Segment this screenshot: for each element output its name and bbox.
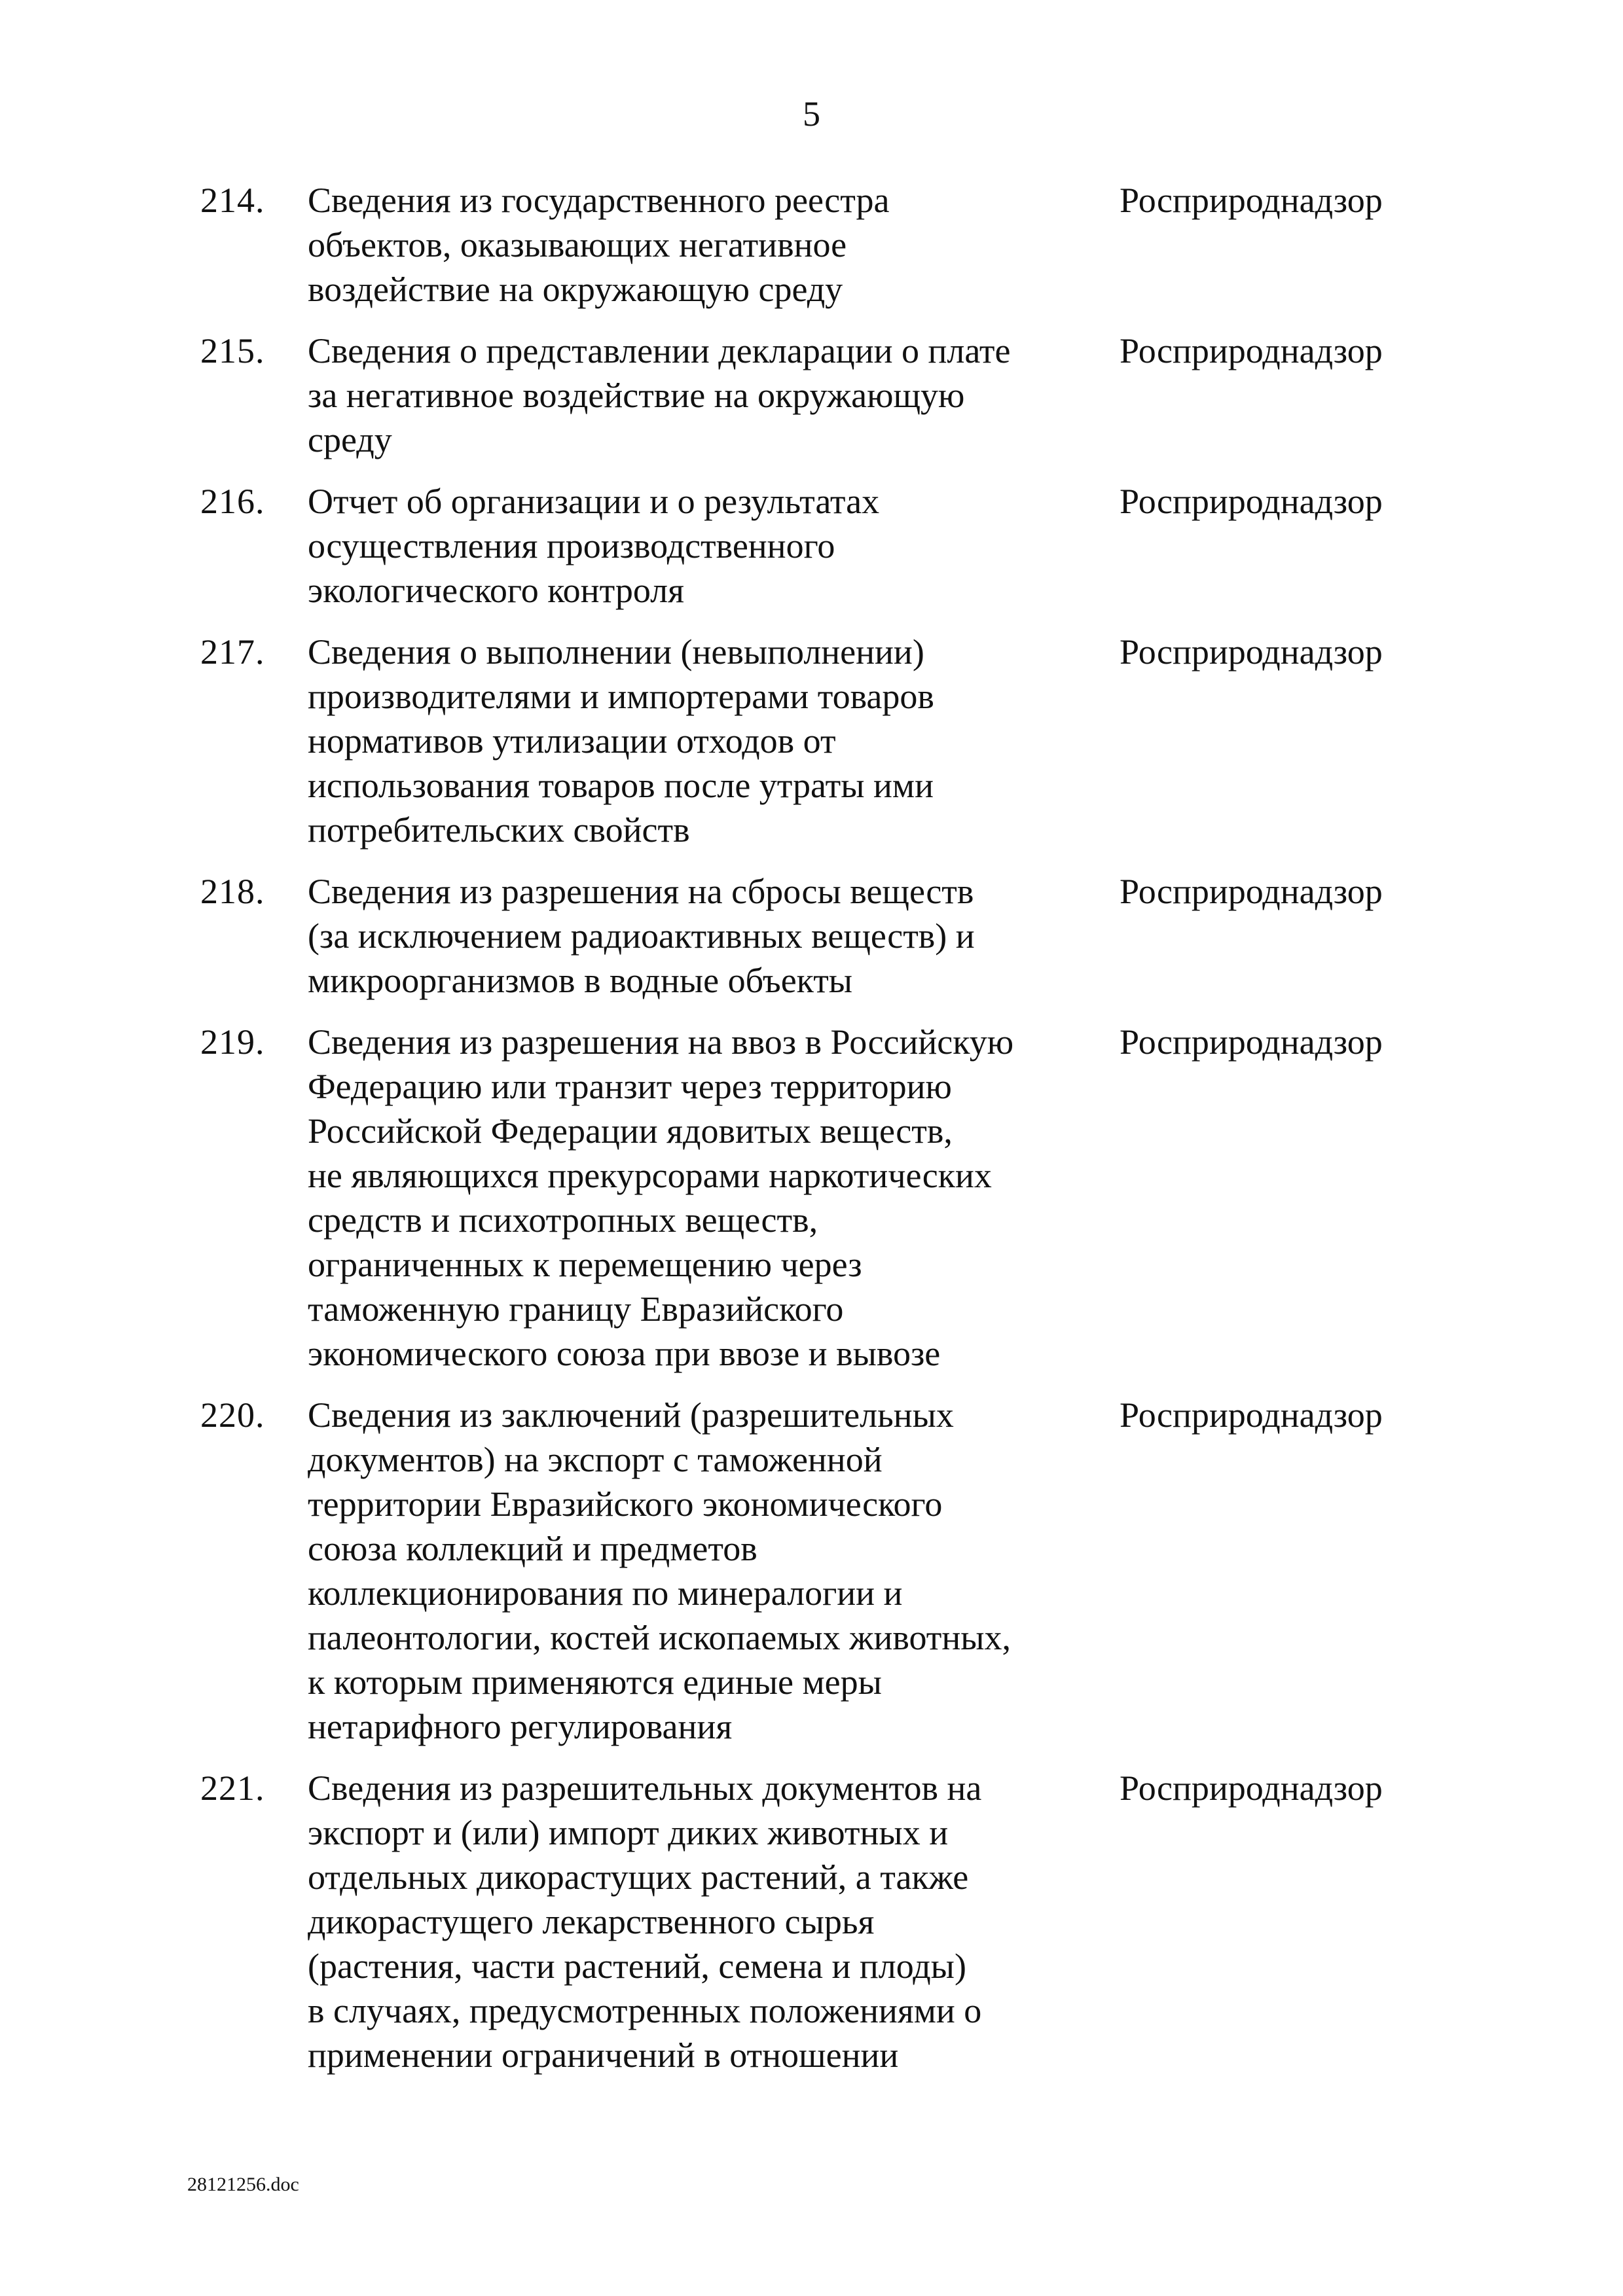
list-item [0,1393,1623,1749]
item-description: Сведения из заключений (разрешительных документов) на экспорт с таможенной территории Евразийского экономического союза коллекций и предметов коллекционирования по минералогии и палеонтологии, костей ископаемых животных, к которым применяются единые меры нетарифного регулирования [308,1395,1012,1746]
item-agency: Росприроднадзор [1120,632,1383,672]
item-agency: Росприроднадзор [1120,1395,1383,1435]
item-number: 218. [200,872,265,911]
page-number: 5 [803,94,820,134]
list-item [0,1766,1623,2077]
item-agency: Росприроднадзор [1120,1022,1383,1062]
item-number: 220. [200,1395,265,1435]
list-item [0,630,1623,852]
item-agency: Росприроднадзор [1120,872,1383,911]
item-description: Сведения из разрешения на ввоз в Российскую Федерацию или транзит через территорию Российской Федерации ядовитых веществ, не являющихся прекурсорами наркотических средств и психотропных веществ, ограниченных к перемещению через таможенную границу Евразийского экономического союза при ввозе и вывозе [308,1022,1014,1373]
item-agency: Росприроднадзор [1120,482,1383,521]
item-number: 217. [200,632,265,672]
item-agency: Росприроднадзор [1120,331,1383,370]
item-list [0,178,1623,2094]
item-number: 214. [200,181,265,220]
list-item [0,1020,1623,1376]
item-number: 216. [200,482,265,521]
item-description: Сведения из разрешения на сбросы веществ (за исключением радиоактивных веществ) и микроорганизмов в водные объекты [308,872,975,1000]
item-description: Отчет об организации и о результатах осуществления производственного экологического контроля [308,482,880,610]
item-agency: Росприроднадзор [1120,1768,1383,1808]
list-item [0,178,1623,312]
document-file-reference: 28121256.doc [187,2174,299,2195]
item-description: Сведения о представлении декларации о плате за негативное воздействие на окружающую среду [308,331,1011,459]
item-number: 219. [200,1022,265,1062]
list-item [0,479,1623,613]
item-description: Сведения из государственного реестра объектов, оказывающих негативное воздействие на окружающую среду [308,181,890,309]
item-number: 215. [200,331,265,370]
item-agency: Росприроднадзор [1120,181,1383,220]
list-item [0,869,1623,1003]
item-description: Сведения о выполнении (невыполнении) производителями и импортерами товаров нормативов утилизации отходов от использования товаров после утраты ими потребительских свойств [308,632,934,850]
item-description: Сведения из разрешительных документов на экспорт и (или) импорт диких животных и отдельных дикорастущих растений, а также дикорастущего лекарственного сырья (растения, части растений, семена и плоды) в случаях, предусмотренных положениями о применении ограничений в отношении [308,1768,982,2075]
list-item [0,329,1623,462]
item-number: 221. [200,1768,265,1808]
